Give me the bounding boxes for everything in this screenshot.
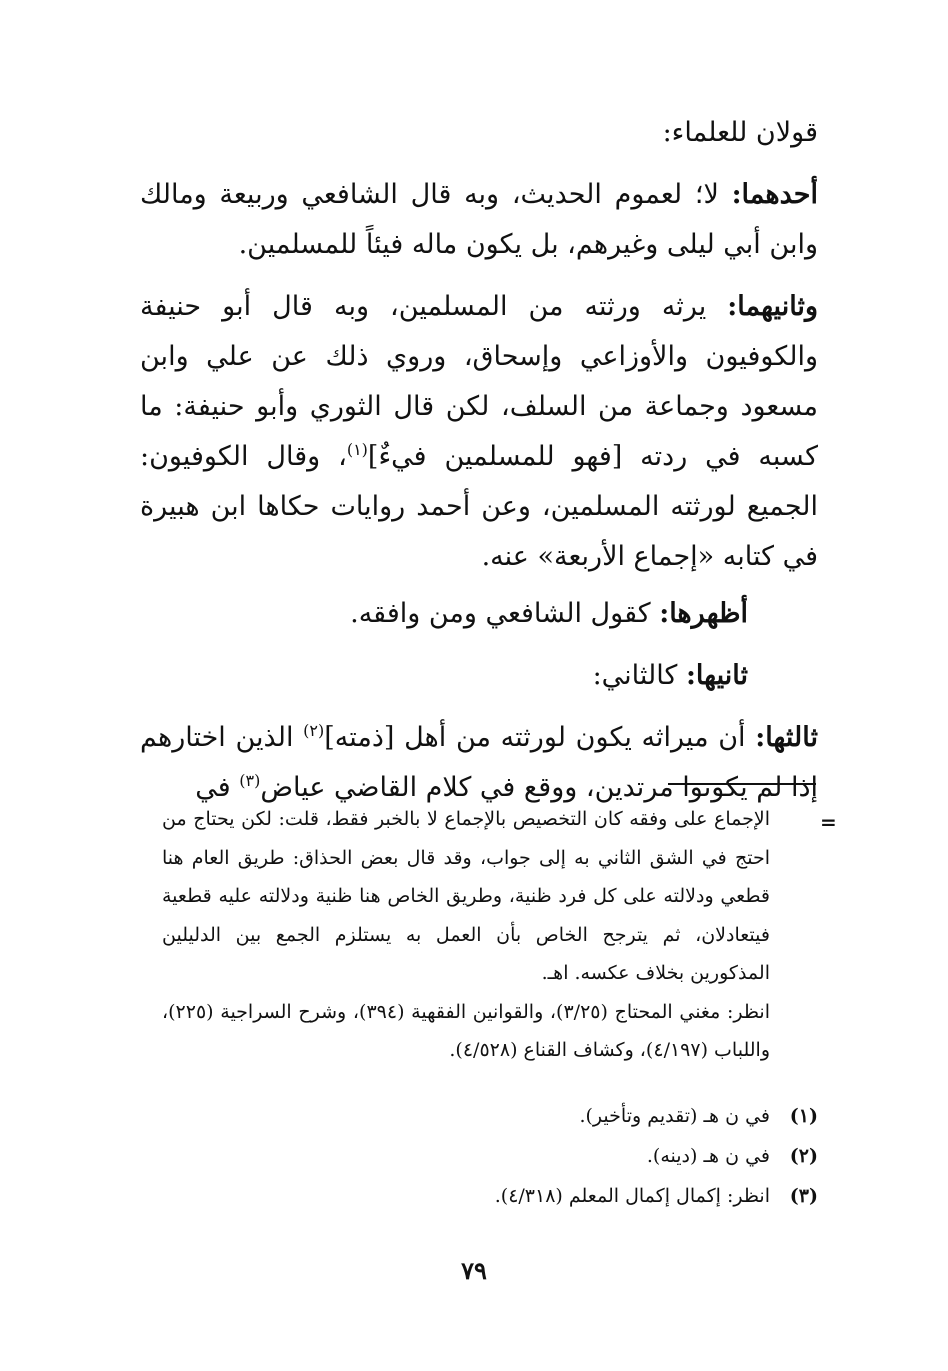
- footnote-number: (١): [789, 1105, 818, 1127]
- fifth-text-1: أن ميراثه يكون لورثته من أهل [ذمته]: [324, 722, 746, 753]
- footnote-text: في ن هـ (دينه).: [646, 1145, 770, 1167]
- paragraph-third-opinion: [140, 589, 818, 639]
- second-text-1: يرثه ورثته من المسلمين، وبه قال أبو حنيفة والكوفيون والأوزاعي وإسحاق، وروي ذلك عن علي وابن مسعود وجماعة من السلف، لكن قال الثوري وأبو حنيفة: ما كسبه في ردته [فهو للمسلمين فيءٌ]: [140, 291, 818, 472]
- footnote-continuation-text: الإجماع على وفقه كان التخصيص بالإجماع لا بالخبر فقط، قلت: لكن يحتاج من احتج في الشق الثاني به إلى جواب، وقد قال بعض الحذاق: طريق العام هنا قطعي ودلالته على كل فرد ظنية، وطريق الخاص هنا ظنية ودلالته عليه قطعية فيتعادلان، ثم يترجح الخاص بأن العمل به يستلزم الجمع بين الدليلين المذكورين بخلاف عكسه. اهـ.: [162, 808, 770, 984]
- paragraph-second-opinion: [140, 282, 818, 582]
- fourth-text: كالثاني:: [592, 660, 678, 691]
- footnote-text: في ن هـ (تقديم وتأخير).: [579, 1105, 770, 1127]
- fourth-label: ثانيها:: [685, 660, 748, 691]
- first-label: أحدهما:: [731, 179, 818, 210]
- fifth-text-3: في: [195, 772, 240, 803]
- paragraph-fourth-opinion: [140, 651, 818, 701]
- footnote-list: [118, 1096, 818, 1216]
- footnote-references: انظر: مغني المحتاج (٣/٢٥)، والقوانين الفقهية (٣٩٤)، وشرح السراجية (٢٢٥)، واللباب (٤/١٩٧)، وكشاف القناع (٤/٥٢٨).: [162, 1000, 770, 1061]
- footnote-separator: [668, 783, 816, 785]
- footnote-item: [118, 1176, 818, 1216]
- footnote-ref-3: (٣): [239, 771, 261, 790]
- footnote-number: (٢): [789, 1145, 818, 1167]
- third-label: أظهرها:: [659, 598, 748, 629]
- main-text: [140, 108, 818, 813]
- footnote-item: [118, 1136, 818, 1176]
- footnote-item: [118, 1096, 818, 1136]
- paragraph-first-opinion: [140, 170, 818, 270]
- second-text-2: ، وقال الكوفيون: الجميع لورثته المسلمين، وعن أحمد روايات حكاها ابن هبيرة في كتابه «إجماع الأربعة» عنه.: [140, 441, 818, 572]
- third-text: كقول الشافعي ومن وافقه.: [350, 598, 651, 629]
- second-label: وثانيهما:: [727, 291, 818, 322]
- footnote-ref-2: (٢): [303, 721, 325, 740]
- footnote-ref-1: (١): [346, 440, 368, 459]
- footnote-number: (٣): [789, 1185, 818, 1207]
- first-text: لا؛ لعموم الحديث، وبه قال الشافعي وربيعة ومالك وابن أبي ليلى وغيرهم، بل يكون ماله فيئاً للمسلمين.: [140, 179, 818, 260]
- intro-text: قولان للعلماء:: [662, 117, 818, 148]
- continuation-marker: =: [820, 810, 837, 834]
- fifth-label: ثالثها:: [755, 722, 818, 753]
- fifth-text-2: الذين اختارهم إذا لم يكونوا مرتدين، ووقع في كلام القاضي عياض: [140, 722, 818, 803]
- intro-line: [140, 108, 818, 158]
- footnote-text: انظر: إكمال إكمال المعلم (٤/٣١٨).: [494, 1185, 770, 1207]
- page-number: ٧٩: [461, 1256, 487, 1285]
- paragraph-fifth-opinion: [140, 713, 818, 813]
- footnote-continuation: [162, 800, 770, 1070]
